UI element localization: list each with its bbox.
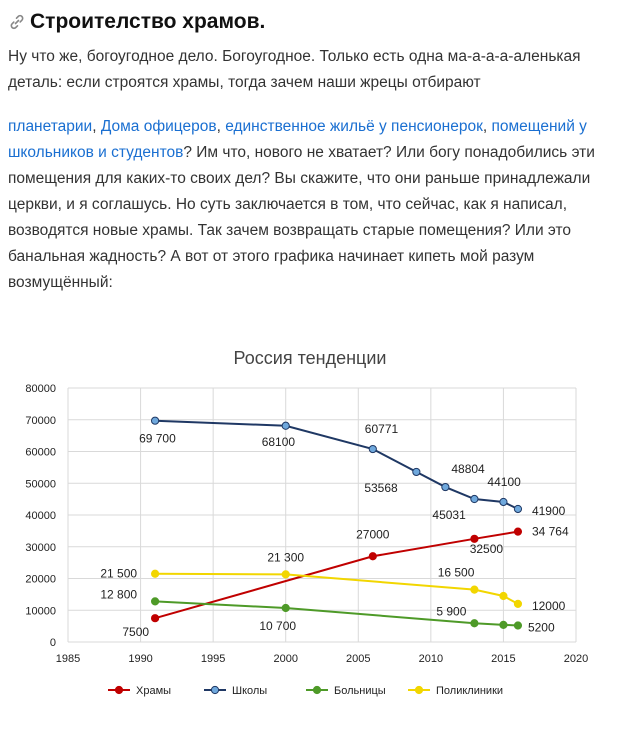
data-point [514,505,521,512]
x-tick-label: 2005 [346,653,371,665]
x-tick-label: 2000 [273,653,298,665]
y-tick-label: 40000 [25,510,56,522]
data-label: 32500 [469,541,504,556]
chart-data-labels [100,422,569,639]
data-point [151,615,158,622]
chart-grid [68,388,576,642]
data-label: 16 500 [437,565,475,580]
y-tick-label: 30000 [25,541,56,554]
legend-swatch-marker [415,686,422,693]
link-student-premises[interactable]: помещений у школьников и студентов [8,118,587,161]
article [0,0,620,296]
chart-legend [108,685,503,697]
heading-text: Строителство храмов. [30,10,266,33]
legend-swatch-marker [115,686,122,693]
x-tick-label: 1995 [200,653,226,665]
paragraph-2 [8,114,612,296]
data-point [282,604,289,611]
y-tick-label: 0 [49,637,56,649]
legend-swatch-marker [211,686,218,693]
data-point [514,528,521,535]
y-tick-label: 70000 [25,414,56,427]
link-officers-houses[interactable]: Дома офицеров [100,118,217,135]
data-point [471,495,478,502]
data-label: 21 500 [100,566,138,581]
link-separator: , [92,118,101,135]
link-separator: , [216,118,226,135]
data-point [500,592,507,599]
data-label: 7500 [122,625,150,640]
data-point [514,622,521,629]
link-separator: , [482,118,488,135]
link-planetariums[interactable]: планетарии [8,118,93,135]
legend-entry: Школы [232,685,268,697]
data-label: 53568 [364,480,398,495]
x-tick-label: 1990 [128,653,153,665]
data-label: 60771 [364,422,399,437]
data-point [514,600,521,607]
data-point [413,468,420,475]
data-point [369,553,376,560]
data-point [500,621,507,628]
data-label: 44100 [487,474,521,489]
chart-container [0,338,620,728]
data-label: 45031 [432,508,466,523]
x-tick-label: 2010 [418,653,444,665]
y-tick-label: 80000 [25,383,56,395]
data-label: 34 764 [531,524,569,539]
data-point [471,620,478,627]
line-chart [0,338,620,728]
x-tick-label: 2020 [563,653,589,665]
data-label: 68100 [261,434,296,449]
data-point [282,571,289,578]
data-point [151,417,158,424]
y-tick-label: 50000 [25,478,56,491]
data-point [471,586,478,593]
data-label: 41900 [531,503,566,518]
data-point [282,422,289,429]
data-label: 69 700 [139,431,176,446]
data-label: 21 300 [267,550,305,565]
data-label: 12000 [531,598,566,613]
chart-series-lines [151,417,521,629]
x-tick-label: 1985 [55,653,81,665]
legend-entry: Храмы [136,685,172,697]
legend-entry: Больницы [334,685,386,697]
data-label: 27000 [356,527,390,542]
y-tick-label: 20000 [25,573,56,586]
data-point [369,445,376,452]
data-label: 10 700 [259,619,297,634]
article-heading [8,10,612,34]
data-point [500,498,507,505]
link-pensioners-housing[interactable]: единственное жильё у пенсионерок [225,118,483,135]
y-tick-label: 10000 [25,605,56,618]
legend-swatch-marker [313,686,320,693]
paragraph-1: Ну что же, богоугодное дело. Богоугодное. Только есть одна ма-а-а-а-аленькая деталь: если строятся храмы, тогда зачем наши жрецы отбирают [8,48,581,91]
x-tick-label: 2015 [491,653,516,665]
paragraph-2-rest: ? Им что, нового не хватает? Или богу понадобились эти помещения для каких-то своих дел? Вы скажите, что они раньше принадлежали церкви, и я соглашусь. Но суть заключается в том, что сейчас, как я написал, возводятся новые храмы. Так зачем возвращать старые помещения? Или это банальная жадность? А вот от этого графика начинает кипеть мой разум возмущённый: [8,144,595,291]
link-icon[interactable] [8,13,26,31]
data-label: 5 900 [436,604,467,619]
data-point [442,483,449,490]
y-tick-label: 60000 [25,446,56,459]
data-point [151,570,158,577]
data-point [151,598,158,605]
legend-entry: Поликлиники [436,685,504,697]
data-label: 12 800 [100,587,138,602]
chart-title: Россия тенденции [233,348,387,368]
data-label: 48804 [451,462,485,477]
data-label: 5200 [527,620,555,635]
